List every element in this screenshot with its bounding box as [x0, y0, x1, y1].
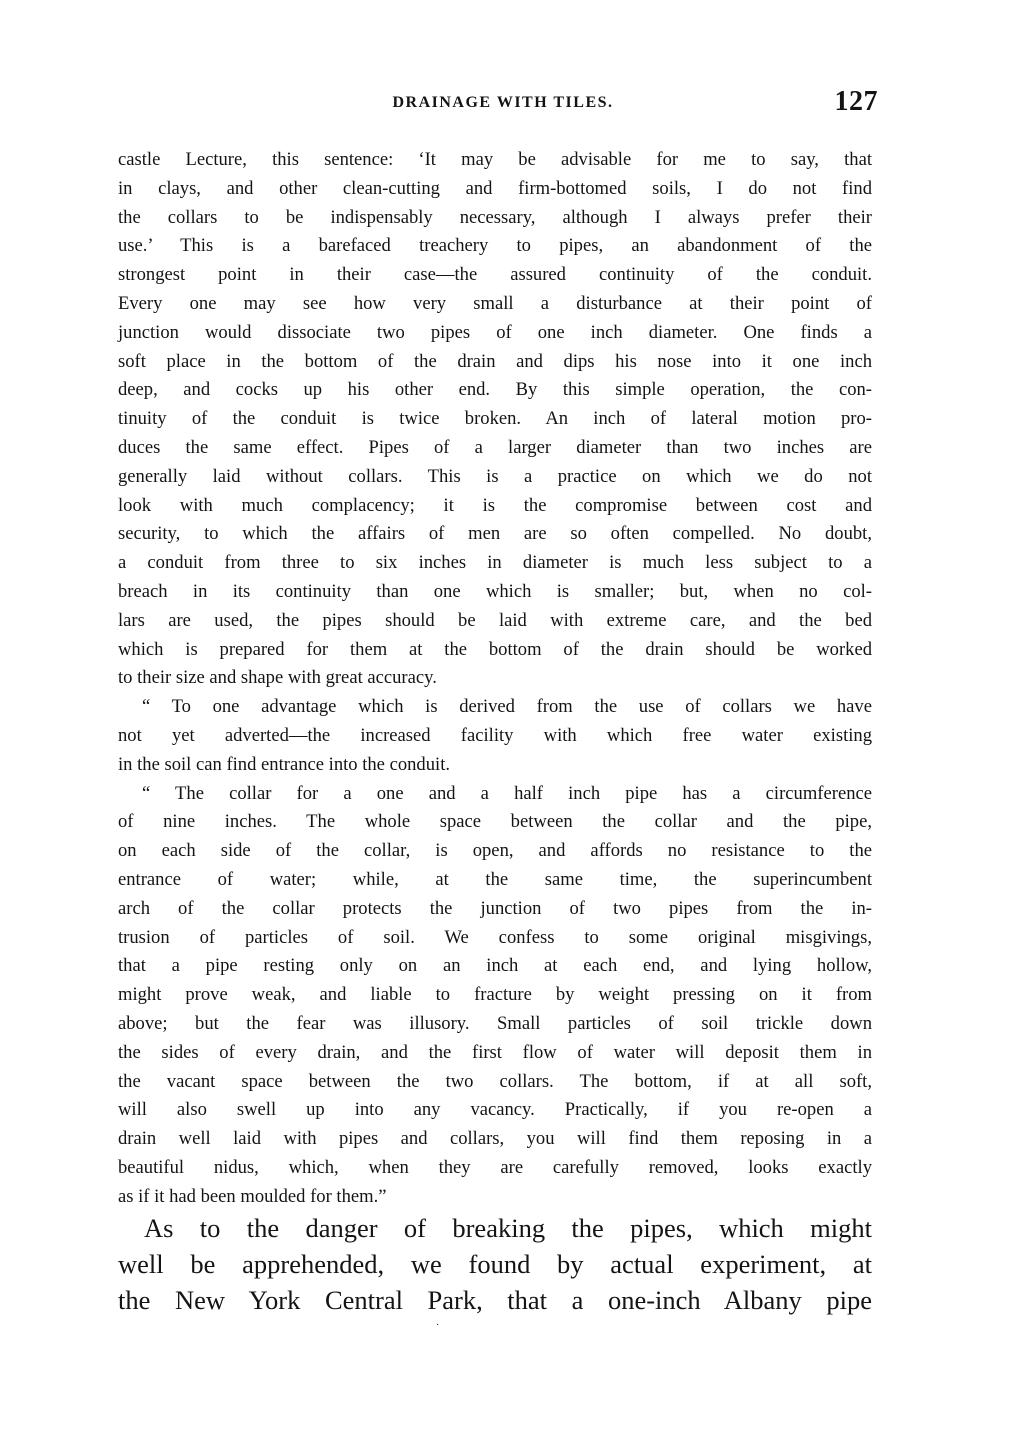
text-line: entrance of water; while, at the same time, the superincumbent: [118, 868, 872, 890]
text-line: to their size and shape with great accuracy.: [118, 667, 437, 689]
text-line: above; but the fear was illusory. Small particles of soil trickle down: [118, 1012, 872, 1034]
page-number: 127: [834, 86, 878, 117]
text-line: that a pipe resting only on an inch at each end, and lying hollow,: [118, 955, 872, 977]
text-line: soft place in the bottom of the drain and dips his nose into it one inch: [118, 350, 872, 372]
text-line: the vacant space between the two collars. The bottom, if at all soft,: [118, 1070, 872, 1092]
text-line: junction would dissociate two pipes of one inch diameter. One finds a: [118, 321, 872, 343]
text-line: might prove weak, and liable to fracture by weight pressing on it from: [118, 984, 872, 1006]
main-paragraph: [118, 1210, 872, 1318]
text-line: tinuity of the conduit is twice broken. An inch of lateral motion pro-: [118, 408, 872, 430]
text-line: arch of the collar protects the junction of two pipes from the in-: [118, 897, 872, 919]
text-line: look with much complacency; it is the compromise between cost and: [118, 494, 872, 516]
text-line: as if it had been moulded for them.”: [118, 1185, 387, 1207]
text-line: security, to which the affairs of men are so often compelled. No doubt,: [118, 523, 872, 545]
text-line: “ To one advantage which is derived from the use of collars we have: [142, 696, 872, 718]
quoted-text-block: [118, 146, 872, 1211]
paragraph-3: [118, 780, 872, 1212]
text-line: the New York Central Park, that a one-inch Albany pipe: [118, 1285, 872, 1315]
text-line: deep, and cocks up his other end. By this simple operation, the con-: [118, 379, 872, 401]
text-line: in clays, and other clean-cutting and firm-bottomed soils, I do not find: [118, 177, 872, 199]
text-line: strongest point in their case—the assured continuity of the conduit.: [118, 264, 872, 286]
paragraph-1: [118, 146, 872, 693]
text-line: the sides of every drain, and the first flow of water will deposit them in: [118, 1041, 872, 1063]
text-line: trusion of particles of soil. We confess to some original misgivings,: [118, 926, 872, 948]
text-line: generally laid without collars. This is a practice on which we do not: [118, 465, 872, 487]
text-line: on each side of the collar, is open, and affords no resistance to the: [118, 840, 872, 862]
text-line: “ The collar for a one and a half inch pipe has a circumference: [142, 782, 872, 804]
text-line: Every one may see how very small a disturbance at their point of: [118, 292, 872, 314]
running-head: [118, 86, 878, 120]
paragraph-2: [118, 693, 872, 779]
text-line: not yet adverted—the increased facility with which free water existing: [118, 724, 872, 746]
text-line: breach in its continuity than one which is smaller; but, when no col-: [118, 580, 872, 602]
printer-mark: ·: [436, 1320, 440, 1331]
text-line: of nine inches. The whole space between the collar and the pipe,: [118, 811, 872, 833]
running-title: DRAINAGE WITH TILES.: [392, 94, 614, 111]
text-line: castle Lecture, this sentence: ‘It may be advisable for me to say, that: [118, 149, 872, 170]
text-line: drain well laid with pipes and collars, you will find them reposing in a: [118, 1128, 872, 1150]
text-line: will also swell up into any vacancy. Practically, if you re-open a: [118, 1099, 872, 1121]
text-line: lars are used, the pipes should be laid with extreme care, and the bed: [118, 609, 872, 631]
text-line: in the soil can find entrance into the conduit.: [118, 753, 451, 775]
text-line: duces the same effect. Pipes of a larger diameter than two inches are: [118, 436, 872, 458]
text-line: the collars to be indispensably necessary, although I always prefer their: [118, 206, 872, 228]
text-line: As to the danger of breaking the pipes, which might: [144, 1213, 872, 1243]
text-line: use.’ This is a barefaced treachery to pipes, an abandonment of the: [118, 235, 872, 257]
text-line: which is prepared for them at the bottom of the drain should be worked: [118, 638, 872, 660]
text-line: well be apprehended, we found by actual experiment, at: [118, 1249, 872, 1279]
text-line: beautiful nidus, which, when they are carefully removed, looks exactly: [118, 1156, 872, 1178]
text-line: a conduit from three to six inches in diameter is much less subject to a: [118, 552, 872, 574]
